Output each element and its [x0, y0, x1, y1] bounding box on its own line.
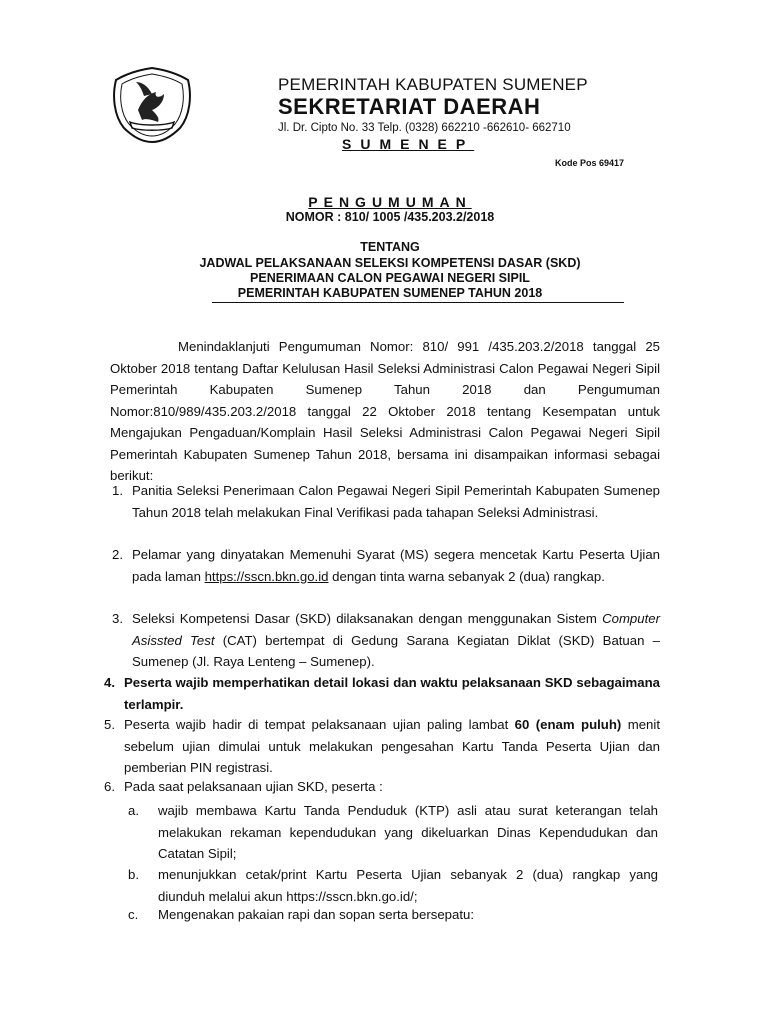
letterhead-postal-code: Kode Pos 69417: [555, 158, 625, 168]
item-number: 2.: [112, 547, 123, 562]
letterhead-address: Jl. Dr. Cipto No. 33 Telp. (0328) 662210 -662610- 662710: [278, 122, 571, 134]
announcement-about: TENTANG: [360, 240, 420, 254]
letterhead-city: SUMENEP: [342, 136, 475, 152]
announcement-title-line3: PEMERINTAH KABUPATEN SUMENEP TAHUN 2018: [237, 286, 543, 300]
item-number: 1.: [112, 483, 123, 498]
item-number: 3.: [112, 611, 123, 626]
item-text: [120, 608, 660, 673]
item-letter: c.: [128, 907, 139, 922]
item-text-part: menit sebelum ujian dimulai untuk melakukan pengesahan Kartu Tanda Peserta Ujian dan pemberian PIN registrasi.: [124, 717, 660, 775]
item-text-part: Peserta wajib hadir di tempat pelaksanaan ujian paling lambat: [124, 717, 515, 732]
item-text: Pada saat pelaksanaan ujian SKD, peserta :: [124, 779, 383, 794]
sscn-link[interactable]: https://sscn.bkn.go.id: [204, 568, 329, 584]
item-text: Panitia Seleksi Penerimaan Calon Pegawai Negeri Sipil Pemerintah Kabupaten Sumenep Tahun 2018 telah melakukan Final Verifikasi pada tahapan Seleksi Administrasi.: [132, 483, 660, 520]
item-letter: a.: [128, 803, 139, 818]
regency-emblem-icon: [108, 64, 196, 144]
item-text-part: Pelamar yang dinyatakan Memenuhi Syarat (MS) segera mencetak Kartu Peserta Ujian pada laman: [132, 547, 660, 584]
letterhead-office: SEKRETARIAT DAERAH: [278, 94, 541, 119]
item-text-part: dengan tinta warna sebanyak 2 (dua) rangkap.: [328, 568, 605, 584]
announcement-title-line2: PENERIMAAN CALON PEGAWAI NEGERI SIPIL: [250, 271, 530, 285]
item-text-part: Seleksi Kompetensi Dasar (SKD) dilaksanakan dengan menggunakan Sistem: [132, 611, 603, 626]
intro-text: Menindaklanjuti Pengumuman Nomor: 810/ 991 /435.203.2/2018 tanggal 25 Oktober 2018 tentang Daftar Kelulusan Hasil Seleksi Administrasi Calon Pegawai Negeri Sipil Pemerintah Kabupaten Sumenep Tahun 2018 dan Pengumuman Nomor:810/989/435.203.2/2018 tanggal 22 Oktober 2018 tentang Kesempatan untuk Mengajukan Pengaduan/Komplain Hasil Seleksi Administrasi Calon Pegawai Negeri Sipil Pemerintah Kabupaten Sumenep Tahun 2018, bersama ini disampaikan informasi sebagai berikut:: [110, 339, 660, 483]
item-number: 6.: [104, 779, 115, 794]
item-text: menunjukkan cetak/print Kartu Peserta Ujian sebanyak 2 (dua) rangkap yang diunduh melalui akun https://sscn.bkn.go.id/;: [158, 867, 658, 904]
item-text: Peserta wajib memperhatikan detail lokasi dan waktu pelaksanaan SKD sebagaimana terlampir.: [124, 675, 660, 712]
letterhead-government: PEMERINTAH KABUPATEN SUMENEP: [278, 75, 588, 94]
item-text: [120, 714, 660, 779]
item-text: wajib membawa Kartu Tanda Penduduk (KTP) asli atau surat keterangan telah melakukan rekaman kependudukan yang dikeluarkan Dinas Kependudukan dan Catatan Sipil;: [158, 803, 658, 861]
item-text-italic: Computer Asissted Test: [132, 611, 660, 648]
item-number: 4.: [104, 675, 115, 690]
announcement-number: NOMOR : 810/ 1005 /435.203.2/2018: [285, 210, 495, 224]
item-letter: b.: [128, 867, 139, 882]
announcement-heading: PENGUMUMAN: [308, 194, 472, 210]
item-text-part: (CAT) bertempat di Gedung Sarana Kegiatan Diklat (SKD) Batuan –Sumenep (Jl. Raya Lenteng – Sumenep).: [132, 632, 660, 669]
announcement-title-line1: JADWAL PELAKSANAAN SELEKSI KOMPETENSI DASAR (SKD): [199, 256, 581, 270]
item-text: [120, 544, 660, 587]
intro-paragraph: [110, 336, 660, 487]
item-text-bold: 60 (enam puluh): [514, 717, 622, 732]
title-divider: [212, 302, 624, 303]
item-number: 5.: [104, 717, 115, 732]
item-text: Mengenakan pakaian rapi dan sopan serta bersepatu:: [158, 907, 474, 922]
